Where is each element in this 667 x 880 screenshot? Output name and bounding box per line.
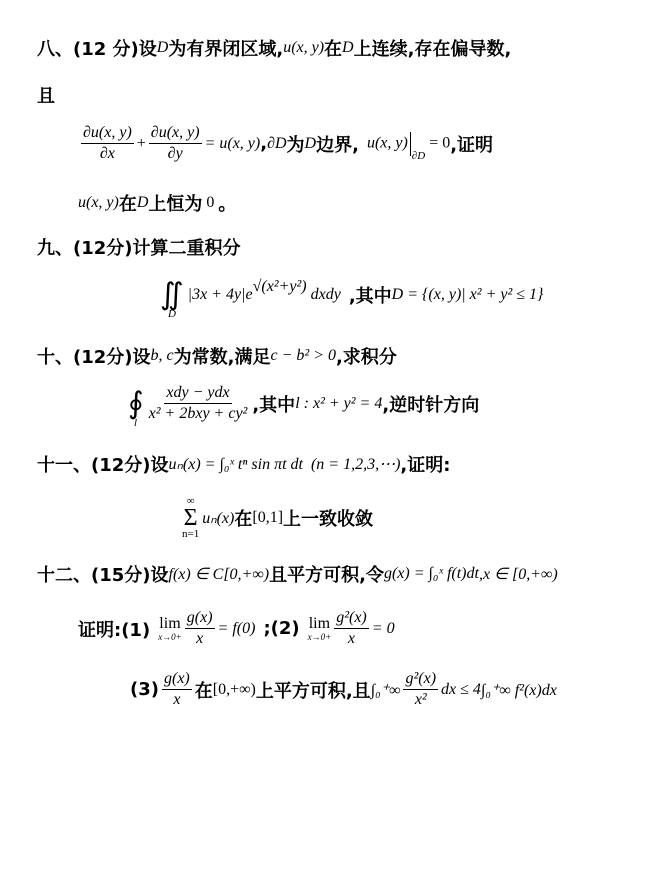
integrand-fraction: $\frac{\text{xdy − ydx}}{\text{x² + 2bxy + cy²}}$ — [148, 384, 248, 422]
equation-rhs: = u(x, y) — [204, 134, 261, 152]
text: 为有界闭区域, — [168, 39, 284, 60]
problem-8-label: 八、(12 分)设 — [37, 39, 157, 60]
boundary-condition: u(x, $y)_{\partial D} = 0$ — [367, 132, 450, 156]
function-u: u(x, y) — [283, 39, 325, 56]
symbol-D: D — [342, 39, 354, 56]
text: 上连续,存在偏导数, — [353, 39, 512, 60]
fraction-du-dx: $\frac{\partial u(x, y)}{\partial x}$ — [83, 124, 132, 162]
problem-11-label: 十一、(12分)设 — [37, 455, 169, 476]
problem-8-line-2 — [37, 82, 55, 108]
problem-9-label: 九、(12分)计算二重积分 — [37, 238, 241, 259]
problem-10-integral: ∮ l $\frac{\text{xdy − ydx}}{\text{x² + 2bxy + cy²}}$ ,其中 l : x² + y² = 4 ,逆时针方向 — [128, 384, 480, 429]
symbol-D: D — [304, 134, 317, 152]
double-integral: ∬ D — [160, 278, 184, 320]
limit: lim x→0+ — [158, 614, 182, 642]
symbol-D: D — [156, 39, 169, 56]
problem-9-integral: ∬ D |3x + 4y|e $^{√(x^2+y^2)}$ dxdy ,其中 D = {(x, y)| x² + y² ≤ 1} — [160, 278, 544, 320]
problem-12-label: 十二、(15分)设 — [37, 565, 169, 586]
problem-12-parts-1-2: 证明:(1) lim x→0+ $\frac{g(x)}{x}$ = f(0) ;(2) lim x→0+ $\frac{\text{g²(x)}}{x}$ = 0 — [78, 609, 395, 647]
text: 且 — [37, 86, 55, 107]
problem-8-equation-line: $\frac{\partial u(x, y)}{\partial x}$ + $\frac{\partial u(x, y)}{\partial y}$ = u(x, y) , ∂D 为 D 边界, u(x, $y)_{\partial D} = 0$ ,证明 — [83, 124, 494, 163]
text: 在 — [324, 39, 343, 60]
problem-11-series: ∞ Σ n=1 uₙ(x) 在 [0,1] 上一致收敛 — [182, 495, 374, 540]
limit: lim x→0+ — [307, 614, 332, 642]
problem-10-label: 十、(12分)设 — [37, 347, 151, 368]
problem-8-conclusion: u(x, y) 在 D 上恒为 0 。 — [78, 194, 237, 215]
fraction-du-dy: $\frac{\partial u(x, y)}{\partial y}$ — [150, 124, 200, 162]
problem-10-title: 十、(12分)设 b, c 为常数,满足 c − b² > 0 ,求积分 — [37, 343, 397, 369]
region-D: D = {(x, y)| x² + y² ≤ 1} — [391, 286, 544, 303]
problem-12-title: 十二、(15分)设 f(x) ∈ C[0,+∞) 且平方可积,令 g(x) = ∫₀ˣ f(t)dt ,x ∈ [0,+∞) — [37, 561, 558, 587]
line-integral: ∮ l — [128, 386, 144, 429]
boundary-symbol: ∂D — [267, 134, 287, 152]
sum-symbol: ∞ Σ n=1 — [182, 495, 200, 540]
problem-11-title: 十一、(12分)设 uₙ(x) = ∫₀ˣ tⁿ sin πt dt (n = 1,2,3,⋯) ,证明: — [37, 451, 450, 477]
problem-8-line-1 — [37, 35, 511, 61]
problem-9-title — [37, 234, 241, 260]
problem-12-part-3: (3) $\frac{g(x)}{x}$ 在 [0,+∞) 上平方可积,且 ∫₀⁺∞ $\frac{\text{g²(x)}}{\text{x²}}$ dx ≤ 4 ∫₀⁺∞ f²(x)dx — [130, 670, 557, 708]
